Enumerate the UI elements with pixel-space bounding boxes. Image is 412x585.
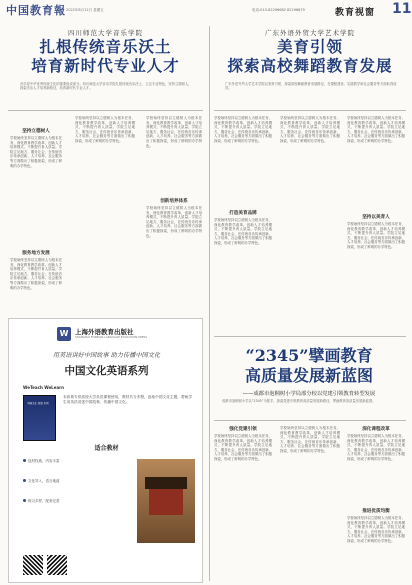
article2-subheading-2: 坚持以美育人 — [362, 215, 390, 220]
article1-body-col2: 学校始终坚持以立德树人为根本任务，深化教育教学改革，创新人才培养模式，不断提升育人质量。学院立足地方，服务社会，在传统音乐传承创新、人才培养、社会服务等方面做出了积极探索，形成了鲜明的办学特色。 — [75, 116, 135, 143]
ad-weteach-brand: WeTeach WeLearn — [23, 385, 64, 390]
ad-feature-text: 文化导入，语言地道 — [28, 479, 60, 483]
article3-body-col3: 学校始终坚持以立德树人为根本任务，深化教育教学改革，创新人才培养模式，不断提升育人质量。学院立足地方，服务社会，在传统音乐传承创新、人才培养、社会服务等方面做出了积极探索，形成了鲜明的办学特色。 — [347, 434, 405, 461]
article3-headline-line1: “2345”擘画教育 — [245, 346, 373, 365]
section-divider — [214, 336, 406, 337]
article1-header — [8, 28, 203, 75]
ad-feature-text: 选材权威，内容丰富 — [28, 459, 60, 463]
section-divider — [214, 420, 406, 421]
ad-feature — [23, 499, 133, 504]
article1-body-col3b: 学校始终坚持以立德树人为根本任务，深化教育教学改革，创新人才培养模式，不断提升育人质量。学院立足地方，服务社会，在传统音乐传承创新、人才培养、社会服务等方面做出了积极探索，形成了鲜明的办学特色。 — [146, 206, 202, 238]
advertisement — [8, 318, 203, 583]
section-divider — [214, 110, 406, 111]
masthead-date: 2022年8月12日 星期五 — [66, 8, 104, 12]
article3-lead: 成都市泡桐树小学以“2345”为抓手，探索党建引领教育高质量发展新路径，擘画教育高质量发展新蓝图。 — [222, 399, 376, 403]
article2-kicker: 广东外语外贸大学艺术学院 — [265, 29, 355, 37]
page-number: 11 — [392, 1, 412, 17]
article1-headline-line1: 扎根传统音乐沃土 — [39, 37, 172, 56]
article2-headline-line2: 探索高校舞蹈教育发展 — [227, 56, 393, 75]
palace-hall — [149, 489, 183, 515]
ad-feature — [23, 459, 133, 464]
ad-feature — [23, 479, 133, 484]
article2-body-col1: 学校始终坚持以立德树人为根本任务，深化教育教学改革，创新人才培养模式，不断提升育人质量。学院立足地方，服务社会，在传统音乐传承创新、人才培养、社会服务等方面做出了积极探索，形成了鲜明的办学特色。 — [214, 116, 272, 143]
masthead-title: 中国教育報 — [6, 4, 66, 17]
ad-description: 本套系专供高校大学英语课程使用，教材共分多册，选取中国文化主题，帮助学生用英语讲述中国故事，传播中国文化。 — [63, 395, 193, 404]
article1-subheading-2: 服务地方发展 — [22, 251, 50, 256]
article2-subheading-1: 打造美育品牌 — [229, 211, 257, 216]
article2-body-col3b: 学校始终坚持以立德树人为根本任务，深化教育教学改革，创新人才培养模式，不断提升育人质量。学院立足地方，服务社会，在传统音乐传承创新、人才培养、社会服务等方面做出了积极探索，形成了鲜明的办学特色。 — [347, 222, 405, 249]
article2-lead: 广东外语外贸大学艺术学院以美育引领，探索高校舞蹈教育发展路径，在课程建设、实践教学和社会服务等方面取得成效。 — [225, 82, 397, 91]
column-divider — [209, 26, 210, 581]
book-cover-text: 中国文化 英语 系列 — [27, 402, 49, 405]
article2-body-col3: 学校始终坚持以立德树人为根本任务，深化教育教学改革，创新人才培养模式，不断提升育人质量。学院立足地方，服务社会，在传统音乐传承创新、人才培养、社会服务等方面做出了积极探索，形成了鲜明的办学特色。 — [347, 116, 405, 143]
section-divider — [8, 110, 203, 111]
publisher-logo-icon: W — [57, 327, 71, 341]
bullet-icon — [23, 459, 26, 462]
book-cover — [23, 395, 56, 441]
article3-subtitle: ——成都市泡桐树小学局部分校以党建引领教育转型发展 — [242, 391, 376, 397]
article2-headline-line1: 美育引领 — [276, 37, 343, 56]
ad-title: 中国文化英语系列 — [64, 365, 149, 377]
article3-subheading-3: 推进优质均衡 — [362, 509, 390, 514]
article1-headline-line2: 培育新时代专业人才 — [31, 56, 180, 75]
article1-subheading-3: 创新培养体系 — [160, 199, 188, 204]
ad-feature-text: 练习多样，配套完善 — [28, 499, 60, 503]
masthead-contact: 电话:010-82296682 82296679 — [252, 8, 305, 12]
article3-headline-line2: 高质量发展新蓝图 — [244, 366, 373, 385]
section-title: 教育视窗 — [335, 8, 376, 18]
article3-headline — [214, 346, 404, 386]
article1-kicker: 四川师范大学音乐学院 — [68, 29, 143, 37]
ad-slogan: 用英语讲好中国故事 助力传播中国文化 — [52, 352, 161, 359]
article3-body-col3b: 学校始终坚持以立德树人为根本任务，深化教育教学改革，创新人才培养模式，不断提升育人质量。学院立足地方，服务社会，在传统音乐传承创新、人才培养、社会服务等方面做出了积极探索，形成了鲜明的办学特色。 — [347, 516, 405, 543]
article2-body-col1b: 学校始终坚持以立德树人为根本任务，深化教育教学改革，创新人才培养模式，不断提升育人质量。学院立足地方，服务社会，在传统音乐传承创新、人才培养、社会服务等方面做出了积极探索，形成了鲜明的办学特色。 — [214, 218, 272, 245]
article3-body-col2: 学校始终坚持以立德树人为根本任务，深化教育教学改革，创新人才培养模式，不断提升育人质量。学院立足地方，服务社会，在传统音乐传承创新、人才培养、社会服务等方面做出了积极探索，形成了鲜明的办学特色。 — [280, 426, 340, 453]
article3-body-col1: 学校始终坚持以立德树人为根本任务，深化教育教学改革，创新人才培养模式，不断提升育人质量。学院立足地方，服务社会，在传统音乐传承创新、人才培养、社会服务等方面做出了积极探索，形成了鲜明的办学特色。 — [214, 434, 272, 461]
bullet-icon — [23, 499, 26, 502]
article3-subheading-1: 强化党建引领 — [229, 427, 257, 432]
ad-palace-photo — [137, 459, 195, 543]
bullet-icon — [23, 479, 26, 482]
article1-body-col3: 学校始终坚持以立德树人为根本任务，深化教育教学改革，创新人才培养模式，不断提升育人质量。学院立足地方，服务社会，在传统音乐传承创新、人才培养、社会服务等方面做出了积极探索，形成了鲜明的办学特色。 — [146, 116, 202, 148]
ad-features-heading: 适合教材 — [94, 445, 119, 452]
article2-body-col2: 学校始终坚持以立德树人为根本任务，深化教育教学改革，创新人才培养模式，不断提升育人质量。学院立足地方，服务社会，在传统音乐传承创新、人才培养、社会服务等方面做出了积极探索，形成了鲜明的办学特色。 — [280, 116, 340, 143]
ad-publisher: 上海外语教育出版社 — [75, 328, 134, 336]
article3-subheading-2: 深化课程改革 — [362, 427, 390, 432]
article1-subheading-1: 坚持立德树人 — [22, 129, 50, 134]
article2-header — [215, 28, 405, 75]
article1-body-col1b: 学校始终坚持以立德树人为根本任务，深化教育教学改革，创新人才培养模式，不断提升育人质量。学院立足地方，服务社会，在传统音乐传承创新、人才培养、社会服务等方面做出了积极探索，形成了鲜明的办学特色。 — [10, 258, 62, 290]
qr-code-icon — [47, 555, 67, 575]
article1-lead: 音乐是中华优秀传统文化的重要组成部分。四川师范大学音乐学院扎根传统音乐沃土，立足专业特色，坚持立德树人，探索音乐人才培养新路径，培育新时代专业人才。 — [20, 82, 192, 91]
ad-publisher-en: SHANGHAI FOREIGN LANGUAGE EDUCATION PRESS — [75, 335, 148, 339]
article1-body-col1: 学校始终坚持以立德树人为根本任务，深化教育教学改革，创新人才培养模式，不断提升育人质量。学院立足地方，服务社会，在传统音乐传承创新、人才培养、社会服务等方面做出了积极探索，形成了鲜明的办学特色。 — [10, 136, 62, 168]
palace-roof — [145, 477, 187, 489]
qr-code-icon — [23, 555, 43, 575]
